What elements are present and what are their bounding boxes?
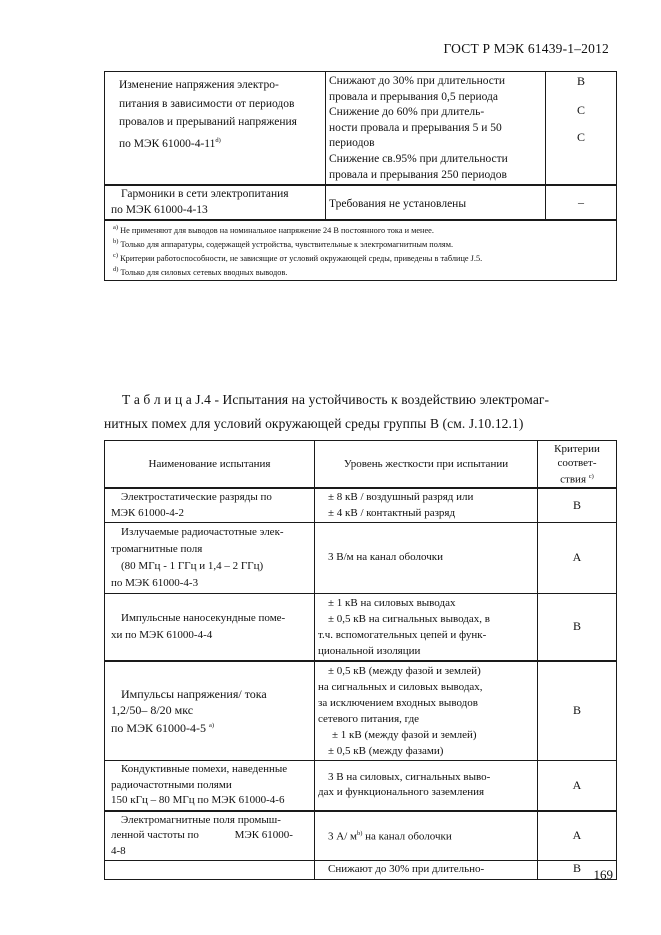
text-line: радиочастотными полями: [111, 778, 232, 791]
text-span: на канал оболочки: [362, 831, 452, 844]
text-span: 3 А/ м: [328, 831, 357, 844]
criteria-cell: B: [538, 661, 617, 761]
table-caption-line-2: нитных помех для условий окружающей среды группы В (см. J.10.12.1): [104, 416, 524, 431]
text-line: [538, 470, 616, 487]
test-name-cell: [105, 523, 315, 594]
test-name-cell: [105, 661, 315, 761]
footnote-mark: a): [209, 722, 215, 730]
text-line: 4-8: [111, 844, 126, 857]
table-row: [105, 594, 617, 662]
test-name-cell: [105, 861, 315, 880]
severity-level-cell: [315, 523, 538, 594]
table-caption-line-1: [104, 392, 549, 408]
text-line: ± 1 кВ на силовых выводах: [328, 597, 456, 610]
text-line: Изменение напряжения электро-: [119, 79, 279, 91]
text-span: по МЭК 61000-4-11: [119, 137, 216, 150]
text-line: Снижают до 30% при длительно-: [328, 863, 485, 876]
column-header-name: Наименование испытания: [105, 441, 315, 489]
text-line: 1,2/50– 8/20 мкс: [111, 703, 194, 718]
criteria-value: C: [576, 102, 585, 117]
text-line: т.ч. вспомогательных цепей и функ-: [318, 629, 487, 642]
text-line: Снижение до 60% при длитель-: [329, 106, 485, 119]
footnote-mark: a): [113, 224, 119, 232]
footnote: [113, 222, 611, 236]
text-span: ствия: [560, 473, 587, 486]
test-name-cell: [105, 594, 315, 662]
text-line: Электромагнитные поля промыш-: [121, 813, 281, 826]
text-line: за исключением входных выводов: [318, 697, 478, 710]
test-name-cell: [105, 761, 315, 811]
test-name-cell: [105, 185, 326, 220]
column-header-criteria: [538, 441, 617, 489]
page-number: 169: [593, 867, 613, 882]
text-line: ± 0,5 кВ на сигнальных выводах, в: [328, 613, 490, 626]
severity-level-cell: [315, 861, 538, 880]
text-line: 3 В/м на канал оболочки: [328, 551, 443, 564]
footnote: [113, 236, 611, 250]
notes-row: [105, 220, 617, 280]
text-line: дах и функционального заземления: [318, 786, 485, 799]
severity-level-cell: [326, 72, 546, 186]
text-line: [318, 826, 534, 845]
text-line: сетевого питания, где: [318, 713, 420, 726]
footnote-text: Только для силовых сетевых вводных выводов.: [120, 268, 288, 278]
text-line: на сигнальных и силовых выводах,: [318, 681, 483, 694]
document-header: ГОСТ Р МЭК 61439-1–2012: [443, 41, 609, 56]
footnotes: [105, 220, 617, 280]
footnote-mark: c): [113, 252, 119, 260]
text-line: [119, 132, 319, 153]
footnote: [113, 264, 611, 278]
table-row: [105, 811, 617, 861]
severity-level-cell: [315, 594, 538, 662]
text-line: по МЭК 61000-4-3: [111, 577, 199, 590]
criteria-cell: A: [538, 811, 617, 861]
severity-level-cell: [315, 488, 538, 523]
text-line: ности провала и прерывания 5 и 50: [329, 121, 502, 134]
text-line: провала и прерывания 250 периодов: [329, 168, 507, 181]
table-row: [105, 761, 617, 811]
severity-level-cell: [315, 761, 538, 811]
severity-level-cell: Требования не установлены: [326, 185, 546, 220]
text-line: ± 4 кВ / контактный разряд: [328, 506, 456, 519]
text-line: Импульсы напряжения/ тока: [121, 687, 267, 702]
criteria-value: C: [576, 130, 585, 145]
text-line: тромагнитные поля: [111, 543, 203, 556]
text-line: Снижение св.95% при длительности: [329, 152, 508, 165]
text-span: по МЭК 61000-4-5: [111, 721, 207, 736]
test-name-cell: [105, 72, 326, 186]
severity-level-cell: [315, 811, 538, 861]
table-row: [105, 488, 617, 523]
footnote: [113, 250, 611, 264]
text-line: по МЭК 61000-4-13: [111, 203, 208, 216]
footnote-mark: d): [215, 136, 221, 144]
table-row: [105, 861, 617, 880]
text-line: МЭК 61000-4-2: [111, 506, 184, 519]
criteria-value: B: [576, 74, 585, 88]
table-row: [105, 523, 617, 594]
text-line: периодов: [329, 137, 375, 150]
footnote-mark: b): [356, 830, 363, 838]
footnote-text: Только для аппаратуры, содержащей устройства, чувствительные к электромагнитным полям.: [120, 240, 454, 250]
text-line: Кондуктивные помехи, наведенные: [121, 763, 288, 776]
text-line: провалов и прерываний напряжения: [119, 116, 297, 128]
test-name-cell: [105, 488, 315, 523]
table-row: [105, 185, 617, 220]
text-line: Снижают до 30% при длительности: [329, 75, 506, 87]
text-line: Излучаемые радиочастотные элек-: [121, 526, 284, 539]
criteria-cell: B: [538, 861, 617, 880]
text-line: ленной частоты по МЭК 61000-: [111, 829, 293, 842]
footnote-text: Не применяют для выводов на номинальное напряжение 24 В постоянного тока и менее.: [120, 226, 434, 236]
criteria-cell: A: [538, 523, 617, 594]
criteria-cell: A: [538, 761, 617, 811]
text-line: соответ-: [557, 456, 597, 469]
continuation-table: [104, 71, 617, 281]
text-line: Критерии: [554, 442, 600, 455]
footnote-mark: c): [588, 472, 594, 480]
column-header-level: Уровень жесткости при испытании: [315, 441, 538, 489]
footnote-mark: b): [113, 238, 119, 246]
text-line: Электростатические разряды по: [121, 491, 272, 503]
criteria-cell: –: [546, 185, 617, 220]
criteria-cell: B: [538, 594, 617, 662]
text-line: циональной изоляции: [318, 645, 421, 658]
footnote-mark: d): [113, 266, 119, 274]
text-line: 150 кГц – 80 МГц по МЭК 61000-4-6: [111, 794, 285, 807]
text-line: Гармоники в сети электропитания: [121, 188, 289, 201]
text-line: хи по МЭК 61000-4-4: [111, 629, 213, 642]
table-row: [105, 661, 617, 761]
text-line: (80 МГц - 1 ГГц и 1,4 – 2 ГГц): [121, 560, 264, 573]
test-name-cell: [105, 811, 315, 861]
text-line: 3 В на силовых, сигнальных выво-: [328, 770, 491, 783]
text-line: Импульсные наносекундные поме-: [121, 612, 286, 625]
text-line: ± 1 кВ (между фазой и землей): [332, 729, 477, 742]
text-line: ± 0,5 кВ (между фазами): [328, 745, 444, 758]
table-label: Т а б л и ц а J.4: [122, 392, 211, 407]
table-row: [105, 72, 617, 186]
footnote-text: Критерии работоспособности, не зависящие от условий окружающей среды, приведены в таблице J.5.: [120, 254, 483, 264]
severity-level-cell: [315, 661, 538, 761]
text-line: [111, 718, 311, 736]
text-line: ± 8 кВ / воздушный разряд или: [328, 491, 474, 503]
text-line: провала и прерывания 0,5 периода: [329, 90, 499, 103]
criteria-cell: B: [538, 488, 617, 523]
emc-tests-table: [104, 440, 617, 880]
criteria-cell: [546, 72, 617, 186]
text-line: питания в зависимости от периодов: [119, 97, 295, 110]
text-line: ± 0,5 кВ (между фазой и землей): [328, 665, 481, 678]
caption-text: - Испытания на устойчивость к воздействию электромаг-: [211, 392, 550, 407]
table-header-row: [105, 441, 617, 489]
